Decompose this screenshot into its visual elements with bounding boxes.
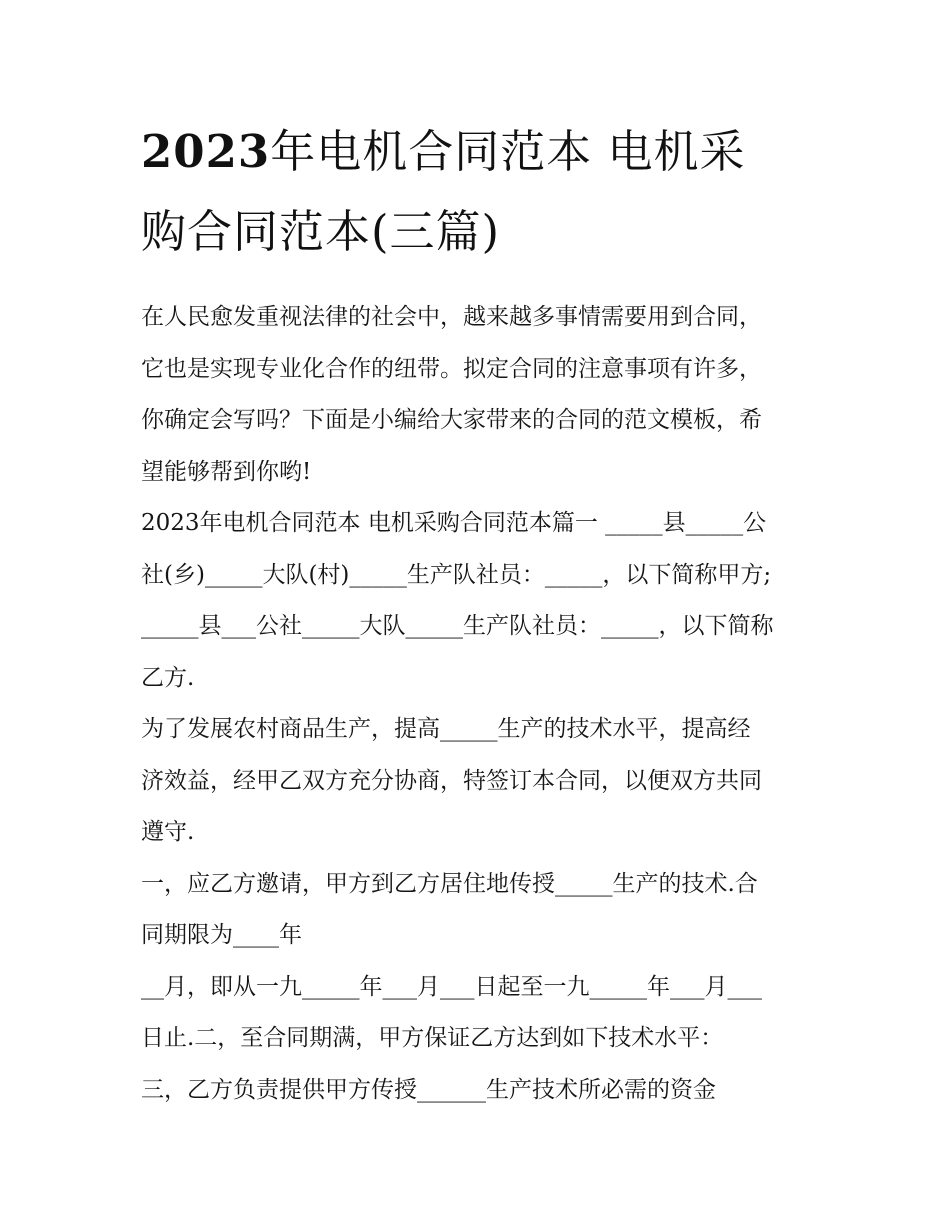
paragraph-line: _____县___公社_____大队_____生产队社员：_____，以下简称 (141, 613, 774, 639)
paragraph-line: 一，应乙方邀请，甲方到乙方居住地传授_____生产的技术.合 (141, 870, 758, 897)
parties-paragraph (141, 498, 813, 704)
intro-paragraph (141, 292, 813, 498)
document-title (141, 112, 813, 272)
title-line-2: 购合同范本(三篇) (141, 205, 501, 258)
paragraph-line: 济效益，经甲乙双方充分协商，特签订本合同，以便双方共同 (141, 767, 762, 794)
paragraph-line: 同期限为____年 (141, 922, 302, 948)
title-line-1 (141, 112, 813, 192)
paragraph-line: 乙方. (141, 664, 195, 691)
paragraph-line: 遵守. (141, 819, 195, 845)
paragraph-line: 在人民愈发重视法律的社会中，越来越多事情需要用到合同， (141, 304, 762, 330)
paragraph-line: 三，乙方负责提供甲方传授______生产技术所必需的资金 (141, 1076, 716, 1103)
title-year: 2023 (141, 125, 271, 178)
paragraph-line: 日止.二，至合同期满，甲方保证乙方达到如下技术水平： (141, 1025, 724, 1051)
paragraph-line: 你确定会写吗？下面是小编给大家带来的合同的范文模板，希 (141, 407, 762, 433)
title-spacer (141, 272, 813, 292)
paragraph-line: 它也是实现专业化合作的纽带。拟定合同的注意事项有许多， (141, 355, 762, 382)
paragraph-line: __月，即从一九_____年___月___日起至一九_____年___月___ (141, 973, 762, 1000)
paragraph-line: 社(乡)_____大队(村)_____生产队社员：_____，以下简称甲方; (141, 561, 772, 588)
purpose-paragraph (141, 704, 813, 859)
document-body (141, 112, 813, 1116)
title-line-1-text: 年电机合同范本 电机采 (270, 125, 746, 178)
clause-two-three-paragraph (141, 962, 813, 1117)
paragraph-line: 为了发展农村商品生产，提高_____生产的技术水平，提高经 (141, 716, 751, 742)
paragraph-line: 2023年电机合同范本 电机采购合同范本篇一 _____县_____公 (141, 510, 767, 536)
paragraph-line: 望能够帮到你哟! (141, 458, 312, 485)
clause-one-paragraph (141, 859, 813, 962)
